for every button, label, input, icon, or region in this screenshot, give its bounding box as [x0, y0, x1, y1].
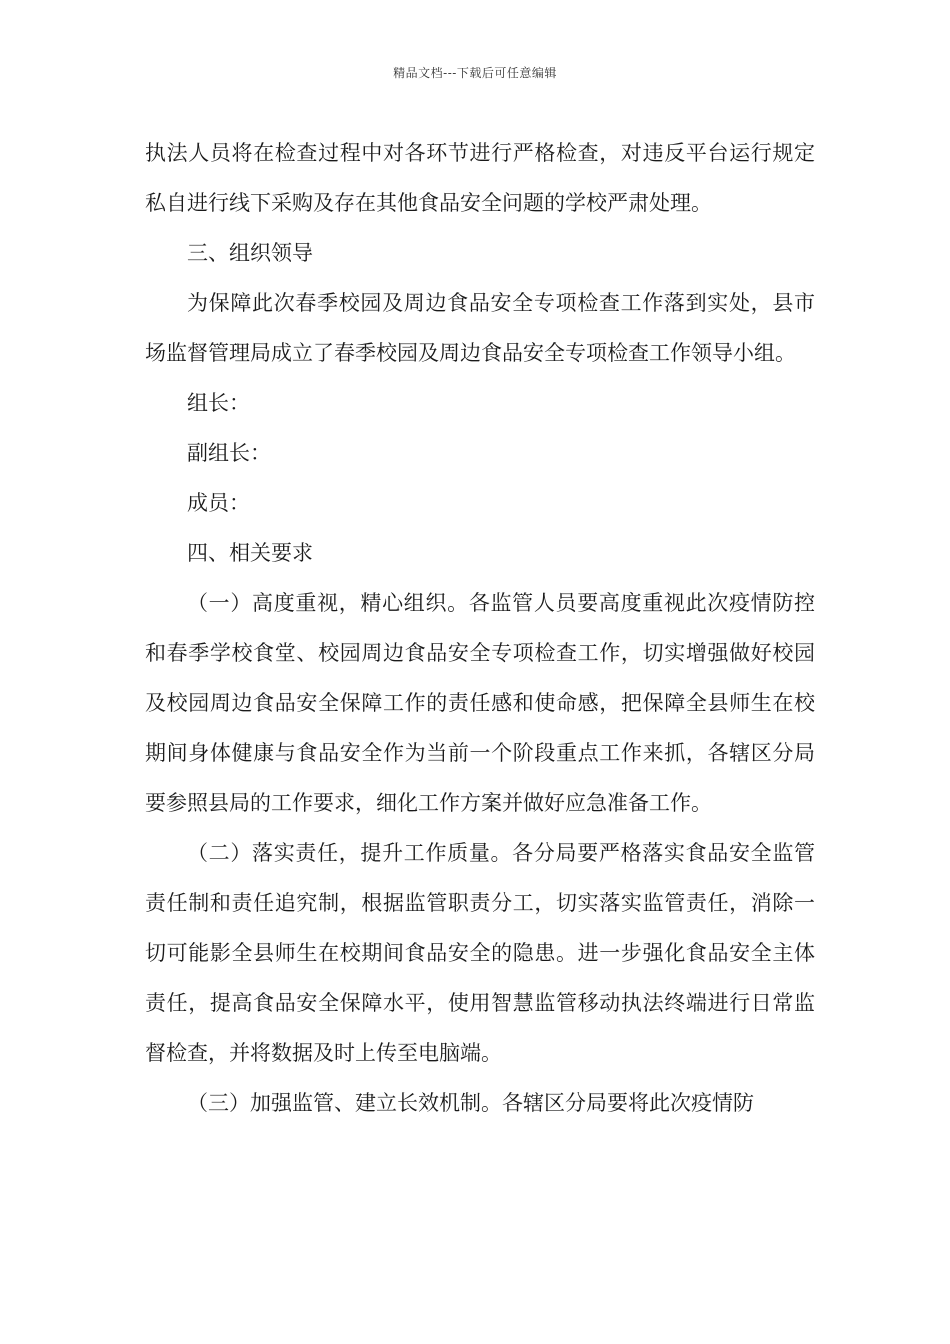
page-header: 精品文档---下载后可任意编辑: [393, 66, 557, 80]
paragraph-requirement-3: （三）加强监管、建立长效机制。各辖区分局要将此次疫情防: [187, 1091, 754, 1115]
paragraph-requirement-1: （一）高度重视，精心组织。各监管人员要高度重视此次疫情防控和春季学校食堂、校园周边食品安全专项检查工作，切实增强做好校园及校园周边食品安全保障工作的责任感和使命感，把保障全县师生在校期间身体健康与食品安全作为当前一个阶段重点工作来抓，各辖区分局要参照县局的工作要求，细化工作方案并做好应急准备工作。: [145, 591, 815, 815]
paragraph-leadership-group: 为保障此次春季校园及周边食品安全专项检查工作落到实处，县市场监督管理局成立了春季校园及周边食品安全专项检查工作领导小组。: [145, 291, 815, 365]
paragraph-group-leader: 组长：: [187, 391, 250, 415]
paragraph-enforcement-continuation: 执法人员将在检查过程中对各环节进行严格检查，对违反平台运行规定私自进行线下采购及存在其他食品安全问题的学校严肃处理。: [145, 141, 815, 215]
paragraph-members: 成员：: [187, 491, 250, 515]
paragraph-deputy-leader: 副组长：: [187, 441, 271, 465]
document-body: [145, 128, 815, 1128]
paragraph-requirement-2: （二）落实责任，提升工作质量。各分局要严格落实食品安全监管责任制和责任追究制，根据监管职责分工，切实落实监管责任，消除一切可能影全县师生在校期间食品安全的隐患。进一步强化食品安全主体责任，提高食品安全保障水平，使用智慧监管移动执法终端进行日常监督检查，并将数据及时上传至电脑端。: [145, 841, 815, 1065]
section-heading-organization: 三、组织领导: [187, 241, 313, 265]
section-heading-requirements: 四、相关要求: [187, 541, 313, 565]
